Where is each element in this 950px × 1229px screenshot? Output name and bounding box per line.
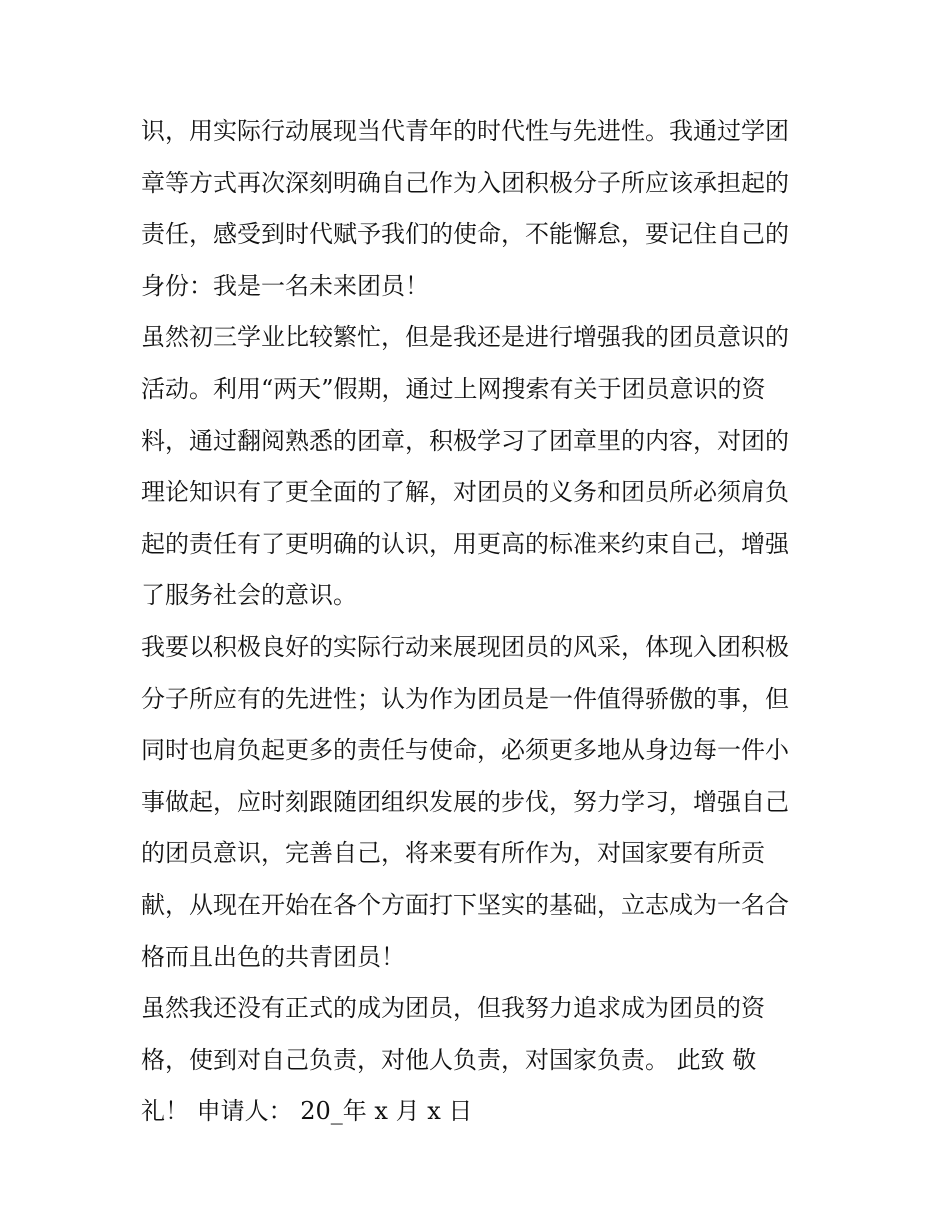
- text-line: 格而且出色的共青团员！: [141, 942, 405, 971]
- text-line: 虽然我还没有正式的成为团员，但我努力追求成为团员的资: [141, 994, 765, 1023]
- text-line: 礼！ 申请人： 20_年 x 月 x 日: [141, 1097, 473, 1126]
- text-line: 料，通过翻阅熟悉的团章，积极学习了团章里的内容，对团的: [141, 426, 789, 455]
- text-line: 格，使到对自己负责，对他人负责，对国家负责。 此致 敬: [141, 1045, 757, 1074]
- text-line: 同时也肩负起更多的责任与使命，必须更多地从身边每一件小: [141, 736, 789, 765]
- text-line: 责任，感受到时代赋予我们的使命，不能懈怠，要记住自己的: [141, 220, 789, 249]
- text-line: 事做起，应时刻跟随团组织发展的步伐，努力学习，增强自己: [141, 787, 789, 816]
- text-line: 起的责任有了更明确的认识，用更高的标准来约束自己，增强: [141, 529, 789, 558]
- text-line: 活动。利用“两天”假期，通过上网搜索有关于团员意识的资: [141, 374, 766, 403]
- text-line: 的团员意识，完善自己，将来要有所作为，对国家要有所贡: [141, 839, 765, 868]
- text-line: 献，从现在开始在各个方面打下坚实的基础，立志成为一名合: [141, 890, 789, 919]
- text-line: 了服务社会的意识。: [141, 581, 357, 610]
- text-line: 章等方式再次深刻明确自己作为入团积极分子所应该承担起的: [141, 168, 789, 197]
- document-body: [141, 106, 821, 1138]
- text-line: 理论知识有了更全面的了解，对团员的义务和团员所必须肩负: [141, 478, 789, 507]
- text-line: 身份：我是一名未来团员！: [141, 271, 429, 300]
- text-line: 虽然初三学业比较繁忙，但是我还是进行增强我的团员意识的: [141, 323, 789, 352]
- text-line: 分子所应有的先进性；认为作为团员是一件值得骄傲的事，但: [141, 684, 789, 713]
- text-line: 识，用实际行动展现当代青年的时代性与先进性。我通过学团: [141, 117, 789, 145]
- text-line: 我要以积极良好的实际行动来展现团员的风采，体现入团积极: [141, 632, 789, 661]
